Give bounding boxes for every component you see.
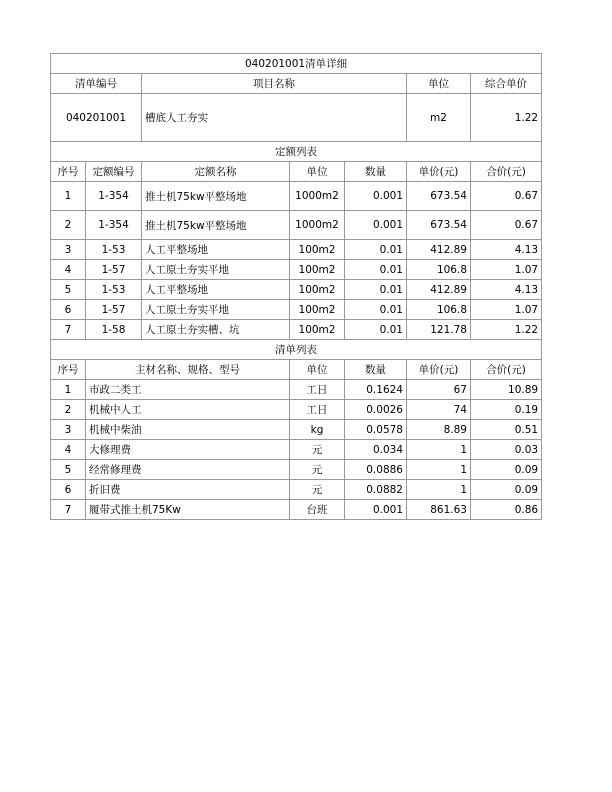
quota-row [51, 182, 542, 211]
material-price: 861.63 [407, 500, 471, 520]
quota-price: 121.78 [407, 320, 471, 340]
bill-detail-table [50, 53, 542, 520]
material-qty: 0.001 [345, 500, 407, 520]
quota-total: 1.07 [471, 260, 542, 280]
material-unit: 台班 [290, 500, 345, 520]
quota-code: 1-53 [86, 280, 142, 300]
quota-qty: 0.01 [345, 280, 407, 300]
material-no: 5 [51, 460, 86, 480]
materials-row [51, 480, 542, 500]
materials-header-cell: 单价(元) [407, 360, 471, 380]
material-qty: 0.0882 [345, 480, 407, 500]
quota-code: 1-58 [86, 320, 142, 340]
header-price: 综合单价 [471, 74, 542, 94]
quota-header-cell: 单位 [290, 162, 345, 182]
materials-row [51, 500, 542, 520]
quota-price: 106.8 [407, 300, 471, 320]
quota-row [51, 320, 542, 340]
material-no: 6 [51, 480, 86, 500]
material-total: 0.09 [471, 460, 542, 480]
material-price: 1 [407, 480, 471, 500]
material-no: 3 [51, 420, 86, 440]
quota-name: 人工平整场地 [142, 240, 290, 260]
material-total: 10.89 [471, 380, 542, 400]
quota-no: 4 [51, 260, 86, 280]
material-total: 0.09 [471, 480, 542, 500]
material-unit: 工日 [290, 400, 345, 420]
material-total: 0.51 [471, 420, 542, 440]
material-name: 折旧费 [86, 480, 290, 500]
quota-unit: 100m2 [290, 280, 345, 300]
quota-code: 1-53 [86, 240, 142, 260]
quota-price: 673.54 [407, 182, 471, 211]
header-code: 清单编号 [51, 74, 142, 94]
quota-unit: 100m2 [290, 240, 345, 260]
quota-row [51, 211, 542, 240]
quota-name: 人工原土夯实平地 [142, 260, 290, 280]
quota-qty: 0.01 [345, 300, 407, 320]
quota-header-cell: 定额名称 [142, 162, 290, 182]
material-price: 1 [407, 440, 471, 460]
material-price: 1 [407, 460, 471, 480]
materials-row [51, 420, 542, 440]
quota-unit: 1000m2 [290, 211, 345, 240]
quota-total: 1.07 [471, 300, 542, 320]
material-qty: 0.0026 [345, 400, 407, 420]
materials-row [51, 460, 542, 480]
quota-row [51, 300, 542, 320]
material-price: 8.89 [407, 420, 471, 440]
quota-total: 0.67 [471, 182, 542, 211]
quota-price: 106.8 [407, 260, 471, 280]
material-unit: 元 [290, 480, 345, 500]
material-name: 机械中柴油 [86, 420, 290, 440]
material-price: 74 [407, 400, 471, 420]
material-no: 2 [51, 400, 86, 420]
quota-name: 推土机75kw平整场地 [142, 211, 290, 240]
quota-row [51, 260, 542, 280]
material-total: 0.03 [471, 440, 542, 460]
material-name: 经常修理费 [86, 460, 290, 480]
item-price: 1.22 [471, 94, 542, 142]
materials-header-cell: 合价(元) [471, 360, 542, 380]
material-name: 机械中人工 [86, 400, 290, 420]
page-title: 040201001清单详细 [51, 54, 542, 74]
materials-row [51, 440, 542, 460]
quota-no: 3 [51, 240, 86, 260]
quota-name: 人工原土夯实平地 [142, 300, 290, 320]
quota-header-cell: 单价(元) [407, 162, 471, 182]
materials-header-cell: 单位 [290, 360, 345, 380]
quota-unit: 1000m2 [290, 182, 345, 211]
quota-section-title: 定额列表 [51, 142, 542, 162]
materials-header-cell: 序号 [51, 360, 86, 380]
quota-name: 人工原土夯实槽、坑 [142, 320, 290, 340]
quota-qty: 0.01 [345, 240, 407, 260]
materials-header-cell: 主材名称、规格、型号 [86, 360, 290, 380]
material-unit: 元 [290, 440, 345, 460]
quota-name: 推土机75kw平整场地 [142, 182, 290, 211]
material-unit: 工日 [290, 380, 345, 400]
quota-qty: 0.01 [345, 260, 407, 280]
item-unit: m2 [407, 94, 471, 142]
quota-code: 1-57 [86, 260, 142, 280]
materials-header-row [51, 360, 542, 380]
quota-price: 673.54 [407, 211, 471, 240]
quota-total: 4.13 [471, 280, 542, 300]
material-price: 67 [407, 380, 471, 400]
quota-header-cell: 数量 [345, 162, 407, 182]
quota-header-row [51, 162, 542, 182]
material-name: 履带式推土机75Kw [86, 500, 290, 520]
quota-header-cell: 定额编号 [86, 162, 142, 182]
quota-name: 人工平整场地 [142, 280, 290, 300]
quota-price: 412.89 [407, 240, 471, 260]
quota-no: 1 [51, 182, 86, 211]
item-row [51, 94, 542, 142]
header-unit: 单位 [407, 74, 471, 94]
materials-header-cell: 数量 [345, 360, 407, 380]
materials-row [51, 400, 542, 420]
quota-row [51, 240, 542, 260]
material-no: 1 [51, 380, 86, 400]
quota-header-cell: 合价(元) [471, 162, 542, 182]
quota-total: 0.67 [471, 211, 542, 240]
material-qty: 0.1624 [345, 380, 407, 400]
quota-no: 5 [51, 280, 86, 300]
materials-row [51, 380, 542, 400]
quota-no: 6 [51, 300, 86, 320]
material-unit: 元 [290, 460, 345, 480]
materials-section-title: 清单列表 [51, 340, 542, 360]
material-total: 0.19 [471, 400, 542, 420]
quota-qty: 0.001 [345, 211, 407, 240]
title-row [51, 54, 542, 74]
material-name: 市政二类工 [86, 380, 290, 400]
quota-code: 1-354 [86, 211, 142, 240]
quota-section-row [51, 142, 542, 162]
quota-row [51, 280, 542, 300]
material-qty: 0.0886 [345, 460, 407, 480]
material-name: 大修理费 [86, 440, 290, 460]
quota-code: 1-57 [86, 300, 142, 320]
item-name: 槽底人工夯实 [142, 94, 407, 142]
quota-unit: 100m2 [290, 300, 345, 320]
materials-section-row [51, 340, 542, 360]
material-unit: kg [290, 420, 345, 440]
material-total: 0.86 [471, 500, 542, 520]
quota-unit: 100m2 [290, 260, 345, 280]
quota-no: 7 [51, 320, 86, 340]
quota-total: 1.22 [471, 320, 542, 340]
quota-qty: 0.01 [345, 320, 407, 340]
quota-total: 4.13 [471, 240, 542, 260]
quota-no: 2 [51, 211, 86, 240]
quota-code: 1-354 [86, 182, 142, 211]
quota-unit: 100m2 [290, 320, 345, 340]
item-header-row [51, 74, 542, 94]
item-code: 040201001 [51, 94, 142, 142]
material-qty: 0.034 [345, 440, 407, 460]
material-no: 4 [51, 440, 86, 460]
material-no: 7 [51, 500, 86, 520]
material-qty: 0.0578 [345, 420, 407, 440]
quota-price: 412.89 [407, 280, 471, 300]
header-name: 项目名称 [142, 74, 407, 94]
quota-header-cell: 序号 [51, 162, 86, 182]
quota-qty: 0.001 [345, 182, 407, 211]
